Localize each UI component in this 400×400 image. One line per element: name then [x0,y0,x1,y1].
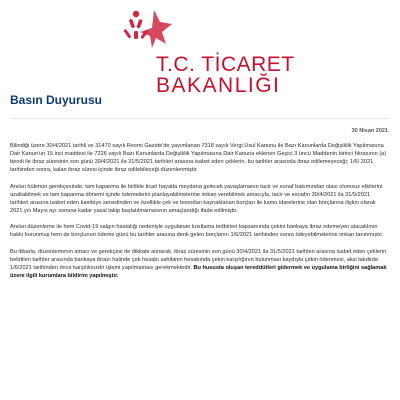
logo-text [156,54,295,96]
title-divider [10,118,390,119]
publish-date: 30 Nisan 2021 [351,128,388,134]
logo-line-1: T.C. TİCARET [156,53,295,76]
paragraph-2: Anılan hükmün gerekçesinde; tam kapanma ile birlikte ticari hayatta meydana gelecek yavaşlamanın tacir ve esnaf bakımından olası olumsuz etkilerini azaltabilmek ve tam kapanma dönemi içinde ödemelerini planlayabilmelerine imkan verebilmek amacıyla, tacir ve esnafın 30/4/2021 ila 31/5/2021 tarihleri arasına isabet eden kambiyo senedinden ve özellikle çek ve bonodan kaynaklanan borçları ile kamu idarelerine olan borçlarına ilişkin olarak 2021 yılı Mayıs ayı sonuna kadar yasal takip başlatılmamasının amaçlandığı ifade edilmiştir. [10,183,383,214]
paragraph-4-bold: Bu hususta oluşan tereddütleri gidermek ve uygulama birliğini sağlamak üzere ilgili kurumlara bildirim yapılmıştır. [10,265,387,280]
ministry-logo [112,0,295,97]
page-title: Basın Duyurusu [10,93,103,107]
paragraph-4-text: Bu itibarla, düzenlemenin amacı ve gerekçesi de dikkate alınarak, ibraz süresinin son günü 30/4/2021 ila 31/5/2021 tarihleri arasına isabet eden çeklerin belirtilen tarihler arasında bankaya ibrazı halinde çek hesabı sahibinin hesabında çekin karşılığının bulunması kaydıyla çekin ödenmesi, aksi takdirde 1/6/2021 tarihinden önce karşılıksızdır işlemi yapılmaması gerekmektedir. [10,248,387,272]
paragraph-3: Anılan düzenleme ile hem Covid-19 salgın hastalığı nedeniyle uygulanan kısıtlama tedbirleri kapsamında çekini bankaya ibraz edemeyen alacaklının hakkı korunmuş hem de borçlunun ödeme günü bu tarihler arasına denk gelen borçlarını 1/6/2021 tarihinden sonra ödeyebilmelerine imkan tanınmıştır. [10,224,384,239]
paragraph-4 [10,248,388,280]
announcement-body [10,142,388,289]
paragraph-1: Bilindiği üzere 30/4/2021 tarihli ve 31470 sayılı Resmi Gazete'de yayımlanan 7318 sayılı Vergi Usul Kanunu ile Bazı Kanunlarda Değişiklik Yapılmasına Dair Kanun'un 15 inci maddesi ile 7226 sayılı Bazı Kanunlarda Değişiklik Yapılmasına Dair Kanuna eklenen Geçici 3 üncü Maddenin birinci fıkrasının (a) bendi ile ibraz süresinin son günü 30/4/2021 ila 31/5/2021 tarihleri arasına isabet eden çeklerin, bu tarihler arasında ibraz edilemeyeceği; 1/6/ 2021 tarihinden sonra, kalan ibraz süresi içinde ibraz edilebileceği düzenlenmiştir. [10,143,387,174]
logo-line-2: BAKANLIĞI [156,74,281,97]
